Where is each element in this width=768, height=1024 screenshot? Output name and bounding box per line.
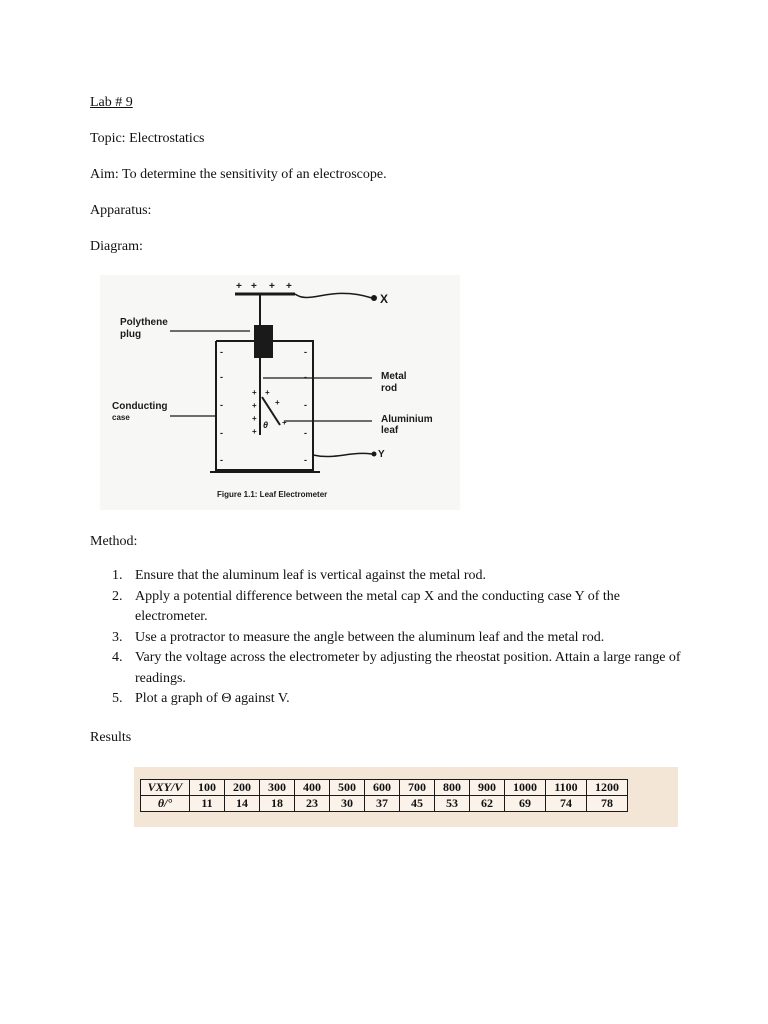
- svg-text:+: +: [236, 281, 242, 292]
- voltage-cell: 1000: [505, 780, 546, 796]
- svg-text:-: -: [304, 347, 307, 357]
- voltage-cell: 500: [330, 780, 365, 796]
- angle-cell: 23: [295, 796, 330, 812]
- svg-text:+: +: [282, 418, 287, 427]
- svg-text:-: -: [304, 428, 307, 438]
- angle-header: θ/°: [141, 796, 190, 812]
- voltage-cell: 400: [295, 780, 330, 796]
- polythene-plug: [254, 325, 273, 358]
- method-step: 4. Vary the voltage across the electrometer by adjusting the rheostat position. Attain a large range of readings.: [112, 650, 681, 686]
- aluminium-label: Aluminium: [381, 414, 433, 425]
- leaf-label: leaf: [381, 425, 399, 436]
- voltage-cell: 100: [190, 780, 225, 796]
- svg-text:-: -: [220, 455, 223, 465]
- method-step: 1. Ensure that the aluminum leaf is vertical against the metal rod.: [112, 568, 487, 583]
- terminal-y: [372, 452, 377, 457]
- diagram-heading: Diagram:: [90, 239, 143, 254]
- svg-text:+: +: [252, 401, 257, 410]
- case-label: case: [112, 413, 130, 422]
- svg-text:-: -: [220, 372, 223, 382]
- voltage-cell: 800: [435, 780, 470, 796]
- svg-text:+: +: [265, 388, 270, 397]
- angle-cell: 74: [546, 796, 587, 812]
- leaf-electrometer-diagram: [100, 275, 460, 510]
- polythene-label: Polythene: [120, 317, 168, 328]
- lab-number: Lab # 9: [90, 95, 133, 110]
- svg-text:-: -: [304, 372, 307, 382]
- svg-text:+: +: [269, 281, 275, 292]
- voltage-cell: 200: [225, 780, 260, 796]
- apparatus-heading: Apparatus:: [90, 203, 152, 218]
- svg-text:-: -: [220, 347, 223, 357]
- angle-cell: 30: [330, 796, 365, 812]
- method-steps: [90, 566, 690, 710]
- voltage-cell: 1200: [587, 780, 628, 796]
- angle-row: [141, 796, 628, 812]
- results-table-image: [134, 767, 678, 827]
- svg-text:+: +: [252, 414, 257, 423]
- angle-cell: 78: [587, 796, 628, 812]
- figure-caption: Figure 1.1: Leaf Electrometer: [217, 490, 328, 499]
- terminal-x: [371, 295, 377, 301]
- rod-label: rod: [381, 383, 398, 394]
- aim-line: Aim: To determine the sensitivity of an electroscope.: [90, 167, 387, 182]
- label-x: X: [380, 292, 389, 306]
- svg-text:+: +: [252, 388, 257, 397]
- voltage-cell: 300: [260, 780, 295, 796]
- svg-text:-: -: [304, 455, 307, 465]
- svg-text:-: -: [304, 400, 307, 410]
- theta-label: θ: [263, 420, 269, 430]
- angle-cell: 37: [365, 796, 400, 812]
- angle-cell: 62: [470, 796, 505, 812]
- results-table: [140, 779, 628, 812]
- method-step: 2. Apply a potential difference between the metal cap X and the conducting case Y of the electrometer.: [112, 588, 621, 624]
- results-heading: Results: [90, 730, 132, 745]
- angle-cell: 69: [505, 796, 546, 812]
- voltage-cell: 1100: [546, 780, 587, 796]
- diagram-background: [100, 275, 460, 510]
- voltage-row: [141, 780, 628, 796]
- svg-text:+: +: [286, 281, 292, 292]
- method-heading: Method:: [90, 534, 138, 549]
- angle-cell: 11: [190, 796, 225, 812]
- svg-text:-: -: [220, 400, 223, 410]
- label-y: Y: [378, 449, 385, 460]
- conducting-label: Conducting: [112, 401, 168, 412]
- metal-label: Metal: [381, 371, 407, 382]
- svg-text:+: +: [275, 398, 280, 407]
- voltage-cell: 700: [400, 780, 435, 796]
- svg-text:+: +: [252, 427, 257, 436]
- svg-text:-: -: [220, 428, 223, 438]
- plug-label: plug: [120, 329, 142, 340]
- angle-cell: 18: [260, 796, 295, 812]
- method-step: 3. Use a protractor to measure the angle between the aluminum leaf and the metal rod.: [112, 629, 605, 645]
- method-step: 5. Plot a graph of Θ against V.: [112, 691, 290, 706]
- voltage-cell: 900: [470, 780, 505, 796]
- angle-cell: 53: [435, 796, 470, 812]
- angle-cell: 14: [225, 796, 260, 812]
- angle-cell: 45: [400, 796, 435, 812]
- svg-text:+: +: [251, 281, 257, 292]
- voltage-cell: 600: [365, 780, 400, 796]
- voltage-header: VXY/V: [141, 780, 190, 796]
- topic-line: Topic: Electrostatics: [90, 131, 205, 146]
